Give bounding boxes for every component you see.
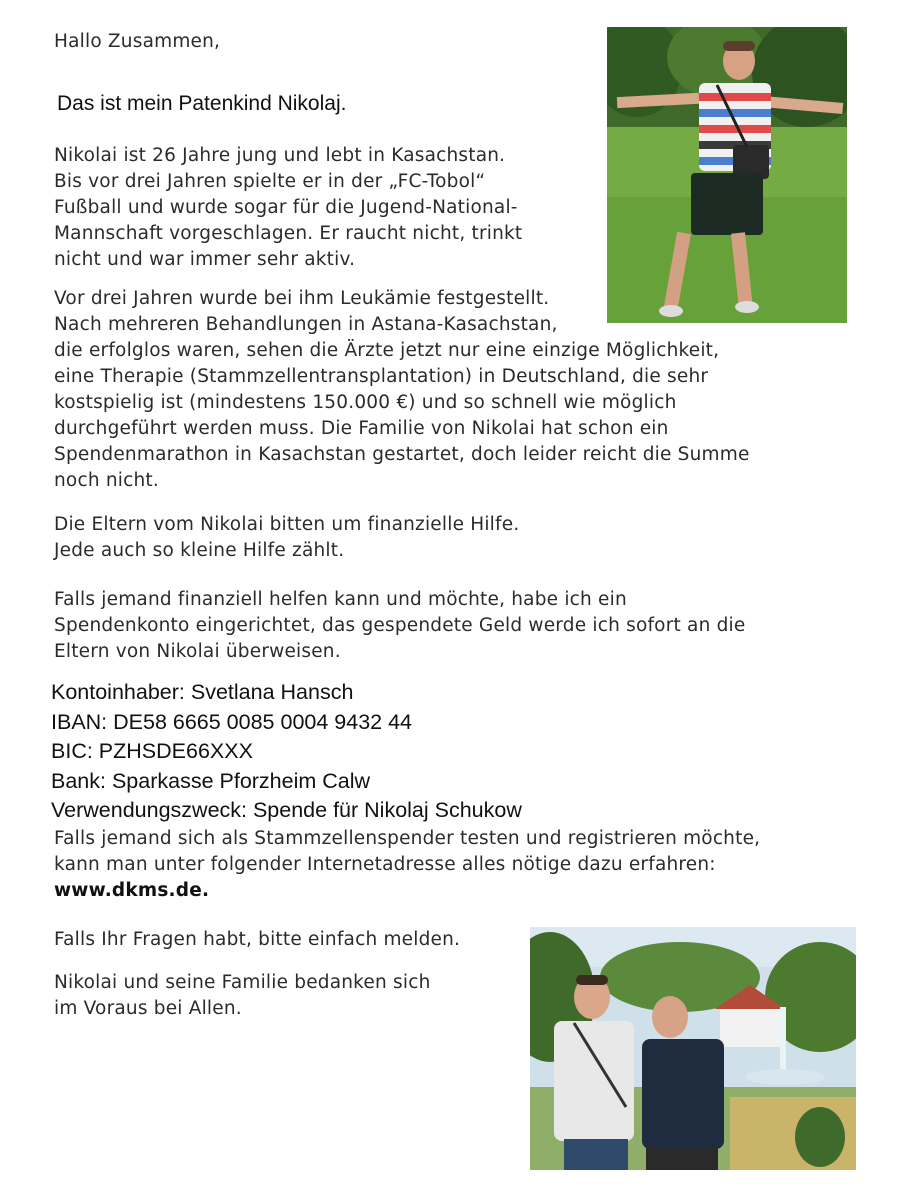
text-line: im Voraus bei Allen. bbox=[54, 998, 242, 1019]
paragraph-stem-cell bbox=[54, 826, 760, 904]
text-line: Falls jemand sich als Stammzellenspender testen und registrieren möchte, bbox=[54, 828, 761, 849]
text-line: Spendenkonto eingerichtet, das gespendete Geld werde ich sofort an die bbox=[54, 615, 746, 636]
greeting: Hallo Zusammen, bbox=[54, 31, 221, 52]
paragraph-request bbox=[54, 512, 519, 564]
text-line: eine Therapie (Stammzellentransplantation) in Deutschland, die sehr bbox=[54, 366, 709, 387]
text-line: durchgeführt werden muss. Die Familie von Nikolai hat schon ein bbox=[54, 418, 669, 439]
account-bic: BIC: PZHSDE66XXX bbox=[51, 739, 253, 763]
text-line: kann man unter folgender Internetadresse alles nötige dazu erfahren: bbox=[54, 854, 716, 875]
intro-heading: Das ist mein Patenkind Nikolaj. bbox=[57, 92, 347, 115]
photo-nikolaj-park bbox=[607, 27, 847, 323]
paragraph-questions: Falls Ihr Fragen habt, bitte einfach melden. bbox=[54, 929, 461, 950]
text-line: Fußball und wurde sogar für die Jugend-National- bbox=[54, 197, 518, 218]
paragraph-about bbox=[54, 143, 522, 273]
text-line: Die Eltern vom Nikolai bitten um finanzielle Hilfe. bbox=[54, 514, 520, 535]
text-line: Eltern von Nikolai überweisen. bbox=[54, 641, 341, 662]
text-line: kostspielig ist (mindestens 150.000 €) und so schnell wie möglich bbox=[54, 392, 677, 413]
paragraph-thanks bbox=[54, 970, 431, 1022]
text-line: Nikolai und seine Familie bedanken sich bbox=[54, 972, 431, 993]
website-link[interactable]: www.dkms.de. bbox=[54, 880, 210, 901]
account-purpose: Verwendungszweck: Spende für Nikolaj Schukow bbox=[51, 798, 522, 822]
text-line: Jede auch so kleine Hilfe zählt. bbox=[54, 540, 345, 561]
account-bank: Bank: Sparkasse Pforzheim Calw bbox=[51, 768, 371, 793]
text-line: Nikolai ist 26 Jahre jung und lebt in Kasachstan. bbox=[54, 145, 506, 166]
account-details bbox=[51, 678, 522, 826]
text-line: Vor drei Jahren wurde bei ihm Leukämie festgestellt. bbox=[54, 288, 550, 309]
text-line: noch nicht. bbox=[54, 470, 159, 491]
text-line: Mannschaft vorgeschlagen. Er raucht nicht, trinkt bbox=[54, 223, 523, 244]
text-line: nicht und war immer sehr aktiv. bbox=[54, 249, 356, 270]
account-iban: IBAN: DE58 6665 0085 0004 9432 44 bbox=[51, 709, 413, 734]
account-holder: Kontoinhaber: Svetlana Hansch bbox=[51, 680, 354, 704]
paragraph-donation bbox=[54, 587, 745, 665]
text-line: Bis vor drei Jahren spielte er in der „FC-Tobol“ bbox=[54, 171, 486, 192]
text-line: die erfolglos waren, sehen die Ärzte jetzt nur eine einzige Möglichkeit, bbox=[54, 340, 720, 361]
text-line: Falls jemand finanziell helfen kann und möchte, habe ich ein bbox=[54, 589, 627, 610]
text-line: Spendenmarathon in Kasachstan gestartet, doch leider reicht die Summe bbox=[54, 444, 750, 465]
text-line: Nach mehreren Behandlungen in Astana-Kasachstan, bbox=[54, 314, 558, 335]
photo-two-men-garden bbox=[530, 927, 856, 1170]
